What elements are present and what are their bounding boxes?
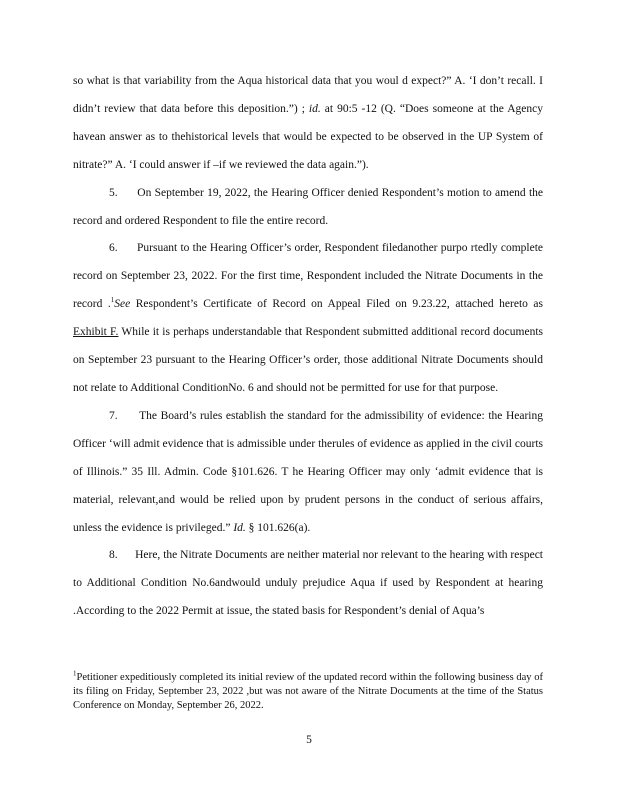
paragraph-6-see-signal: See (114, 298, 131, 311)
footnote-reference: 1 (110, 296, 115, 305)
paragraph-6-text-b: Respondent’s Certificate of Record on Appeal Filed on 9.23.22, attached hereto as (130, 298, 543, 311)
paragraph-7-text-a: The Board’s rules establish the standard for the admissibility of evidence: the Hearing Officer ‘will admit evidence that is admissible under therules of evidence as applied in the civil courts of Illinois.” 35 Ill. Admin. Code §101.626. T he Hearing Officer may only ‘admit evidence that is material, relevant,and would be relied upon by prudent persons in the conduct of serious affairs, unless the evidence is privileged.” (73, 409, 543, 534)
paragraph-8-number: 8. (109, 549, 118, 562)
paragraph-5 (73, 180, 543, 236)
page-number: 5 (306, 734, 312, 746)
body-text (73, 68, 543, 626)
paragraph-7-id-cite: Id. (233, 521, 246, 534)
continuation-paragraph (73, 68, 543, 180)
continuation-text-b: at 90:5 -12 (Q. “Does someone at the Agency havean answer as to thehistorical levels that would be expected to be observed in the UP System of nitrate?” A. ‘I could answer if –if we reviewed the data again.”). (73, 102, 543, 171)
paragraph-5-number: 5. (109, 186, 118, 199)
paragraph-6-text-c: While it is perhaps understandable that Respondent submitted additional record documents on September 23 pursuant to the Hearing Officer’s order, those additional Nitrate Documents should not relate to Additional ConditionNo. 6 and should not be permitted for use for that purpose. (73, 326, 543, 394)
paragraph-8 (73, 542, 543, 626)
footnote (73, 671, 543, 713)
continuation-text-a: so what is that variability from the Aqua historical data that you woul d expect?” A. ‘I don’t recall. I didn’t review that data before this deposition.”) ; (73, 75, 543, 115)
paragraph-6-number: 6. (109, 242, 118, 255)
paragraph-7 (73, 403, 543, 543)
continuation-id-cite: id. (308, 102, 321, 115)
paragraph-5-text: On September 19, 2022, the Hearing Officer denied Respondent’s motion to amend the record and ordered Respondent to file the entire record. (73, 186, 543, 227)
footnote-mark: 1 (73, 669, 77, 678)
paragraph-7-number: 7. (109, 409, 118, 422)
exhibit-reference: Exhibit F. (73, 326, 119, 339)
paragraph-6 (73, 235, 543, 402)
paragraph-8-text: Here, the Nitrate Documents are neither material nor relevant to the hearing with respect to Additional Condition No.6andwould unduly prejudice Aqua if used by Respondent at hearing .According to the 2022 Permit at issue, the stated basis for Respondent’s denial of Aqua’s (73, 549, 543, 618)
footnote-text: Petitioner expeditiously completed its initial review of the updated record within the following business day of its filing on Friday, September 23, 2022 ,but was not aware of the Nitrate Documents at the time of the Status Conference on Monday, September 26, 2022. (73, 672, 543, 711)
paragraph-7-text-b: § 101.626(a). (245, 521, 311, 534)
paragraph-6-text-a: Pursuant to the Hearing Officer’s order, Respondent filedanother purpo rtedly complete record on September 23, 2022. For the first time, Respondent included the Nitrate Documents in the record . (73, 242, 543, 311)
